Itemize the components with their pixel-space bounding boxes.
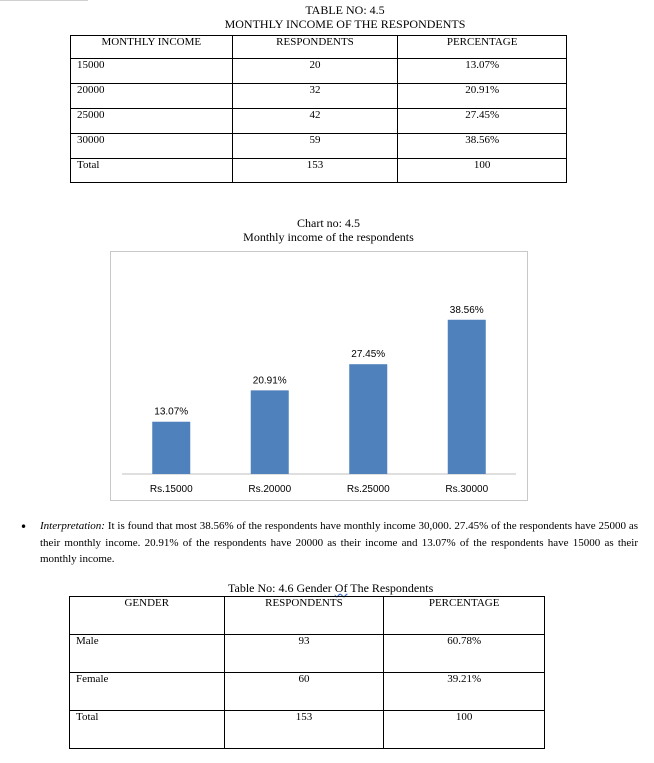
bar-rs-15000 <box>152 422 190 474</box>
table-row <box>70 635 545 673</box>
table-monthly-income <box>70 35 567 183</box>
cell-gender: Female <box>70 673 225 711</box>
data-label: 20.91% <box>252 375 287 387</box>
table-row <box>71 134 567 159</box>
cell-respondents: 60 <box>224 673 384 711</box>
bar-rs-20000 <box>251 390 289 474</box>
cell-percentage: 100 <box>398 159 567 183</box>
x-tick-label: Rs.30000 <box>445 484 489 495</box>
header-respondents: RESPONDENTS <box>224 597 384 635</box>
x-tick-label: Rs.20000 <box>248 484 292 495</box>
cell-percentage: 39.21% <box>384 673 545 711</box>
data-label: 38.56% <box>449 304 484 316</box>
cell-percentage: 38.56% <box>398 134 567 159</box>
header-respondents: RESPONDENTS <box>232 36 398 59</box>
cell-percentage: 100 <box>384 711 545 749</box>
header-percentage: PERCENTAGE <box>398 36 567 59</box>
table-header-row <box>70 597 545 635</box>
header-gender: GENDER <box>70 597 225 635</box>
data-label: 27.45% <box>351 349 386 361</box>
table-total-row <box>71 159 567 183</box>
cell-respondents: 42 <box>232 109 398 134</box>
cell-income: 20000 <box>71 84 233 109</box>
table-header-row <box>71 36 567 59</box>
x-tick-label: Rs.15000 <box>149 484 193 495</box>
bar-rs-30000 <box>448 320 486 474</box>
table45-title: TABLE NO: 4.5 MONTHLY INCOME OF THE RESPONDENTS <box>224 3 466 31</box>
interpretation-label: Interpretation: <box>40 520 105 532</box>
table-gender <box>69 596 545 749</box>
table-row <box>70 673 545 711</box>
cell-percentage: 27.45% <box>398 109 567 134</box>
header-monthly-income: MONTHLY INCOME <box>71 36 233 59</box>
data-label: 13.07% <box>154 406 189 418</box>
table-row <box>71 84 567 109</box>
spellcheck-word: Of <box>334 581 348 595</box>
interpretation-paragraph <box>40 518 638 568</box>
cell-respondents: 153 <box>232 159 398 183</box>
cell-respondents: 32 <box>232 84 398 109</box>
chart-title: Chart no: 4.5 Monthly income of the respondents <box>243 216 414 244</box>
cell-percentage: 20.91% <box>398 84 567 109</box>
header-percentage: PERCENTAGE <box>384 597 545 635</box>
cell-respondents: 93 <box>224 635 384 673</box>
chart-canvas <box>111 252 529 502</box>
cell-respondents: 20 <box>232 59 398 84</box>
bar-rs-25000 <box>349 364 387 474</box>
cell-respondents: 153 <box>224 711 384 749</box>
cell-percentage: 13.07% <box>398 59 567 84</box>
income-bar-chart <box>110 251 528 501</box>
cell-percentage: 60.78% <box>384 635 545 673</box>
table-total-row <box>70 711 545 749</box>
page-top-rule <box>0 0 88 1</box>
cell-gender: Total <box>70 711 225 749</box>
interpretation-text: It is found that most 38.56% of the respondents have monthly income 30,000. 27.45% of the respondents have 25000 as their monthly income. 20.91% of the respondents have 20000 as their income and 13.07% of the respondents have 15000 as their monthly income. <box>40 520 639 565</box>
table-row <box>71 109 567 134</box>
bullet-icon: • <box>20 520 28 534</box>
cell-income: 15000 <box>71 59 233 84</box>
cell-respondents: 59 <box>232 134 398 159</box>
cell-income: 25000 <box>71 109 233 134</box>
table46-title: Table No: 4.6 Gender Of The Respondents <box>228 581 434 595</box>
cell-income: Total <box>71 159 233 183</box>
cell-gender: Male <box>70 635 225 673</box>
x-tick-label: Rs.25000 <box>346 484 390 495</box>
table-row <box>71 59 567 84</box>
cell-income: 30000 <box>71 134 233 159</box>
